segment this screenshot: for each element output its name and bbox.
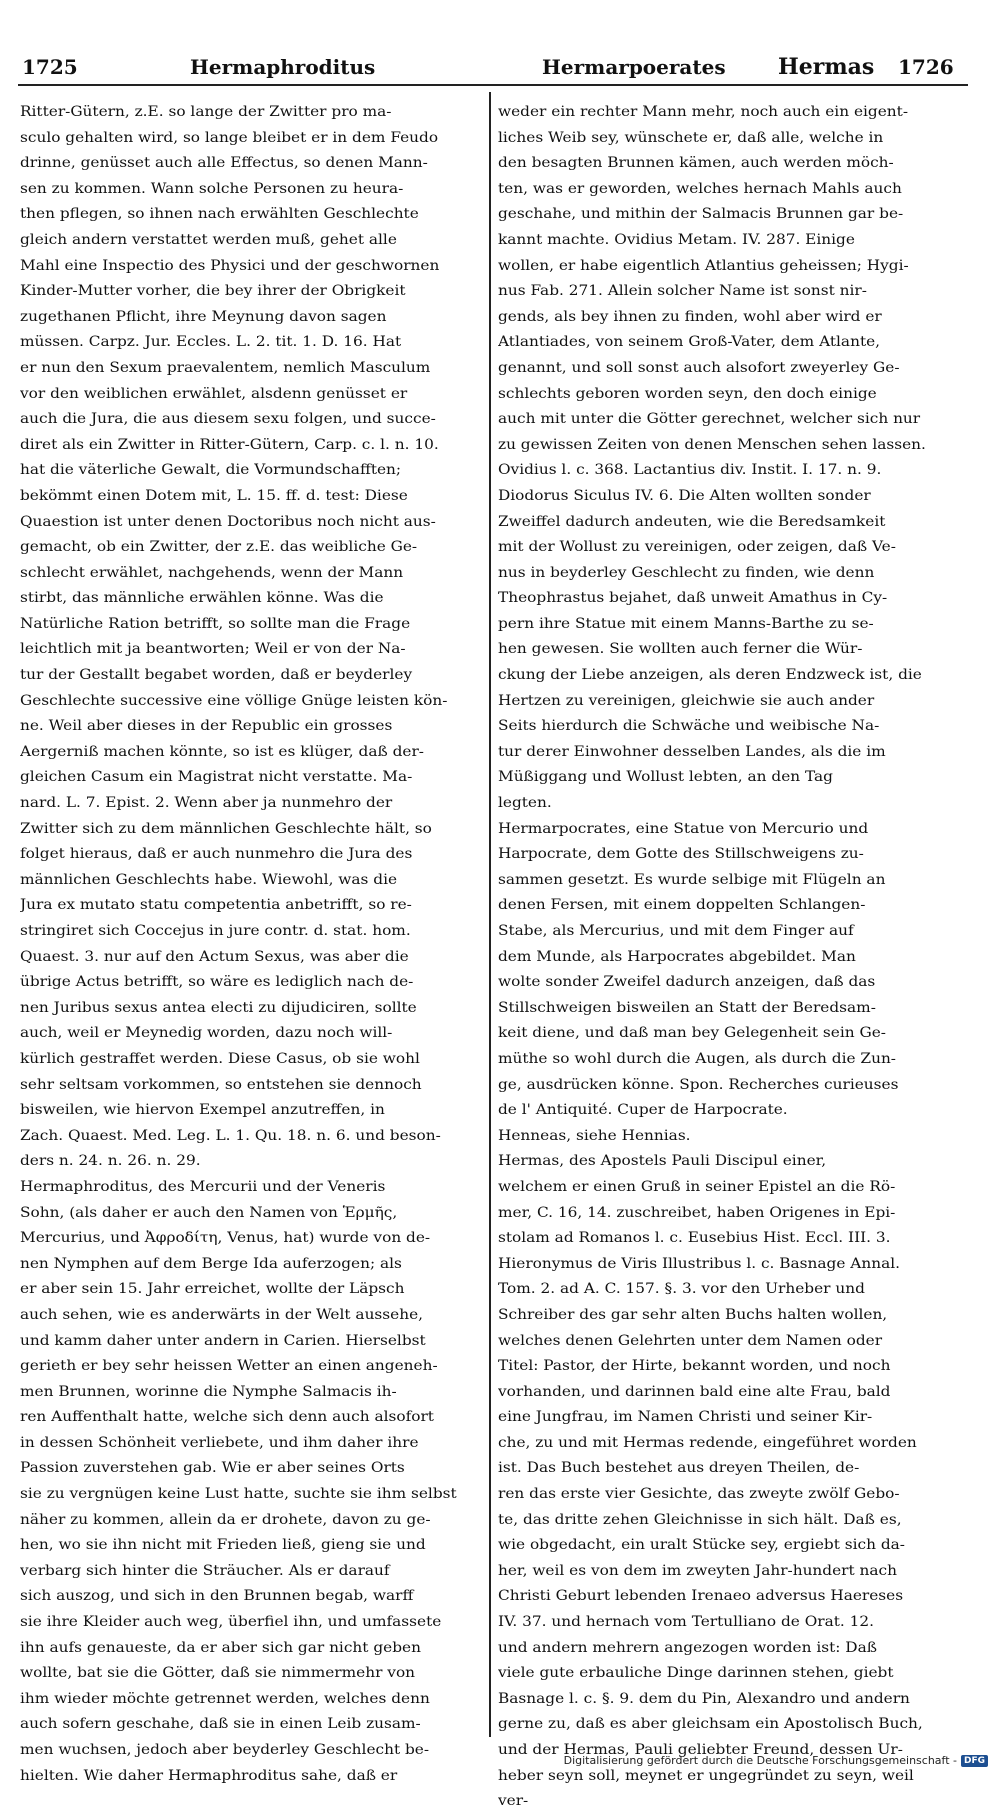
text-line: gemacht, ob ein Zwitter, der z.E. das weibliche Ge- <box>20 539 418 556</box>
text-line: mer, C. 16, 14. zuschreibet, haben Origenes in Epi- <box>498 1204 896 1221</box>
text-line: müssen. Carpz. Jur. Eccles. L. 2. tit. 1. D. 16. Hat <box>20 334 402 351</box>
text-line: Aergerniß machen könnte, so ist es klüger, daß der- <box>20 743 424 760</box>
text-line: men Brunnen, worinne die Nymphe Salmacis ih- <box>20 1383 397 1400</box>
text-line: wie obgedacht, ein uralt Stücke sey, ergiebt sich da- <box>498 1537 905 1554</box>
text-line: nus Fab. 271. Allein solcher Name ist sonst nir- <box>498 283 867 300</box>
dfg-logo: DFG <box>961 1755 988 1767</box>
text-line: Henneas, siehe Hennias. <box>498 1127 691 1144</box>
text-line: ist. Das Buch bestehet aus dreyen Theilen, de- <box>498 1460 860 1477</box>
text-line: Müßiggang und Wollust lebten, an den Tag <box>498 769 833 786</box>
text-line: zu gewissen Zeiten von denen Menschen sehen lassen. <box>498 436 926 453</box>
text-line: heber seyn soll, meynet er ungegründet zu seyn, weil <box>498 1767 914 1784</box>
text-line: ver- <box>498 1793 529 1810</box>
text-line: und kamm daher unter andern in Carien. Hierselbst <box>20 1332 426 1349</box>
text-line: hielten. Wie daher Hermaphroditus sahe, daß er <box>20 1767 398 1784</box>
footer-text: Digitalisierung gefördert durch die Deutsche Forschungsgemeinschaft - <box>563 1754 957 1767</box>
text-line: auch die Jura, die aus diesem sexu folgen, und succe- <box>20 411 436 428</box>
text-line: keit diene, und daß man bey Gelegenheit sein Ge- <box>498 1025 886 1042</box>
left-column <box>20 100 482 1789</box>
text-line: Theophrastus bejahet, daß unweit Amathus in Cy- <box>498 590 888 607</box>
text-line: auch sofern geschahe, daß sie in einen Leib zusam- <box>20 1716 421 1733</box>
text-line: auch sehen, wie es anderwärts in der Welt aussehe, <box>20 1306 424 1323</box>
text-line: hat die väterliche Gewalt, die Vormundschafften; <box>20 462 402 479</box>
text-line: vorhanden, und darinnen bald eine alte Frau, bald <box>498 1383 891 1400</box>
text-line: wollen, er habe eigentlich Atlantius geheissen; Hygi- <box>498 257 909 274</box>
text-line: männlichen Geschlechts habe. Wiewohl, was die <box>20 871 398 888</box>
text-line: müthe so wohl durch die Augen, als durch die Zun- <box>498 1050 896 1067</box>
text-line: er aber sein 15. Jahr erreichet, wollte der Läpsch <box>20 1281 405 1298</box>
text-line: stringiret sich Coccejus in jure contr. d. stat. hom. <box>20 923 411 939</box>
text-line: sen zu kommen. Wann solche Personen zu heura- <box>20 180 404 197</box>
text-line: Tom. 2. ad A. C. 157. §. 3. vor den Urheber und <box>498 1281 865 1298</box>
text-line: ihm wieder möchte getrennet werden, welches denn <box>20 1690 430 1707</box>
text-line: denen Fersen, mit einem doppelten Schlangen- <box>498 897 866 914</box>
text-line: vor den weiblichen erwählet, alsdenn genüsset er <box>20 385 408 402</box>
text-line: her, weil es von dem im zweyten Jahr-hundert nach <box>498 1562 897 1579</box>
text-line: Diodorus Siculus IV. 6. Die Alten wollten sonder <box>498 487 871 504</box>
text-line: kannt machte. Ovidius Metam. IV. 287. Einige <box>498 231 855 248</box>
text-line: näher zu kommen, allein da er drohete, davon zu ge- <box>20 1511 431 1528</box>
text-line: kürlich gestraffet werden. Diese Casus, ob sie wohl <box>20 1050 420 1067</box>
text-line: ne. Weil aber dieses in der Republic ein grosses <box>20 718 393 735</box>
text-line: folget hieraus, daß er auch nunmehro die Jura des <box>20 846 413 863</box>
text-line: Atlantiades, von seinem Groß-Vater, dem Atlante, <box>498 334 881 351</box>
text-line: wolte sonder Zweifel dadurch anzeigen, daß das <box>498 974 876 991</box>
text-line: bekömmt einen Dotem mit, L. 15. ff. d. test: Diese <box>20 487 408 504</box>
right-page-number: 1726 <box>898 55 954 79</box>
text-line: Zach. Quaest. Med. Leg. L. 1. Qu. 18. n. 6. und beson- <box>20 1127 441 1144</box>
text-line: Quaest. 3. nur auf den Actum Sexus, was aber die <box>20 948 409 965</box>
text-line: ckung der Liebe anzeigen, als deren Endzweck ist, die <box>498 667 922 684</box>
text-line: und der Hermas, Pauli geliebter Freund, dessen Ur- <box>498 1742 903 1758</box>
left-page-number: 1725 <box>22 55 78 79</box>
text-line: de l' Antiquité. Cuper de Harpocrate. <box>498 1102 788 1119</box>
text-line: Hermas, des Apostels Pauli Discipul einer, <box>498 1153 827 1170</box>
text-line: stolam ad Romanos l. c. Eusebius Hist. Eccl. III. 3. <box>498 1230 891 1247</box>
text-line: drinne, genüsset auch alle Effectus, so denen Mann- <box>20 155 428 172</box>
text-line: Zwitter sich zu dem männlichen Geschlechte hält, so <box>20 820 432 837</box>
text-line: schlecht erwählet, nachgehends, wenn der Mann <box>20 564 404 581</box>
text-line: Natürliche Ration betrifft, so sollte man die Frage <box>20 615 411 632</box>
text-line: ren Auffenthalt hatte, welche sich denn auch alsofort <box>20 1409 434 1426</box>
text-line: tur der Gestallt begabet worden, daß er beyderley <box>20 667 413 684</box>
text-line: Zweiffel dadurch andeuten, wie die Beredsamkeit <box>498 513 886 530</box>
text-line: pern ihre Statue mit einem Manns-Barthe zu se- <box>498 615 874 632</box>
text-line: sich auszog, und sich in den Brunnen begab, warff <box>20 1588 414 1605</box>
text-line: geschahe, und mithin der Salmacis Brunnen gar be- <box>498 206 904 223</box>
text-line: nard. L. 7. Epist. 2. Wenn aber ja nunmehro der <box>20 795 393 812</box>
text-line: Hermaphroditus, des Mercurii und der Veneris <box>20 1178 386 1195</box>
text-line: nus in beyderley Geschlecht zu finden, wie denn <box>498 564 875 581</box>
text-line: bisweilen, wie hiervon Exempel anzutreffen, in <box>20 1102 385 1119</box>
text-line: den besagten Brunnen kämen, auch werden möch- <box>498 155 894 172</box>
text-line: Stillschweigen bisweilen an Statt der Beredsam- <box>498 999 876 1016</box>
text-line: nen Nymphen auf dem Berge Ida auferzogen; als <box>20 1255 402 1272</box>
text-line: ren das erste vier Gesichte, das zweyte zwölf Gebo- <box>498 1486 900 1503</box>
text-line: und andern mehrern angezogen worden ist: Daß <box>498 1639 877 1656</box>
text-line: te, das dritte zehen Gleichnisse in sich hält. Daß es, <box>498 1511 902 1528</box>
text-line: schlechts geboren worden seyn, den doch einige <box>498 385 877 402</box>
text-line: sehr seltsam vorkommen, so entstehen sie dennoch <box>20 1076 422 1093</box>
text-line: welchem er einen Gruß in seiner Epistel an die Rö- <box>498 1178 896 1195</box>
text-line: auch mit unter die Götter gerechnet, welcher sich nur <box>498 411 921 428</box>
text-line: sculo gehalten wird, so lange bleibet er in dem Feudo <box>20 129 439 146</box>
text-line: sammen gesetzt. Es wurde selbige mit Flügeln an <box>498 871 886 888</box>
text-line: sie ihre Kleider auch weg, überfiel ihn, und umfassete <box>20 1614 442 1631</box>
text-line: liches Weib sey, wünschete er, daß alle, welche in <box>498 129 884 146</box>
column-divider <box>489 92 491 1737</box>
text-line: Ritter-Gütern, z.E. so lange der Zwitter pro ma- <box>20 104 392 120</box>
text-line: tur derer Einwohner desselben Landes, als die im <box>498 743 886 760</box>
text-line: IV. 37. und hernach vom Tertulliano de Orat. 12. <box>498 1614 874 1631</box>
header-rule <box>18 84 968 86</box>
text-line: gleichen Casum ein Magistrat nicht verstatte. Ma- <box>20 769 413 786</box>
text-line: nen Juribus sexus antea electi zu dijudiciren, sollte <box>20 999 417 1016</box>
text-line: Hertzen zu vereinigen, gleichwie sie auch ander <box>498 692 875 709</box>
text-line: hen gewesen. Sie wollten auch ferner die Wür- <box>498 641 863 658</box>
text-line: Hieronymus de Viris Illustribus l. c. Basnage Annal. <box>498 1255 901 1272</box>
text-line: hen, wo sie ihn nicht mit Frieden ließ, gieng sie und <box>20 1537 426 1554</box>
text-line: ge, ausdrücken könne. Spon. Recherches curieuses <box>498 1076 899 1093</box>
text-line: Geschlechte successive eine völlige Gnüge leisten kön- <box>20 692 448 709</box>
text-line: Seits hierdurch die Schwäche und weibische Na- <box>498 718 880 735</box>
text-line: Titel: Pastor, der Hirte, bekannt worden, und noch <box>498 1358 891 1375</box>
text-line: stirbt, das männliche erwählen könne. Was die <box>20 590 384 607</box>
text-line: weder ein rechter Mann mehr, noch auch ein eigent- <box>498 104 909 120</box>
text-line: Quaestion ist unter denen Doctoribus noch nicht aus- <box>20 513 436 530</box>
text-line: Sohn, (als daher er auch den Namen von Ἑρμῆς, <box>20 1204 398 1221</box>
text-line: Harpocrate, dem Gotte des Stillschweigens zu- <box>498 846 864 863</box>
text-line: übrige Actus betrifft, so wäre es lediglich nach de- <box>20 974 414 991</box>
text-line: viele gute erbauliche Dinge darinnen stehen, giebt <box>498 1665 894 1682</box>
text-line: Jura ex mutato statu competentia anbetrifft, so re- <box>20 897 412 914</box>
text-line: sie zu vergnügen keine Lust hatte, suchte sie ihm selbst <box>20 1486 457 1503</box>
text-line: zugethanen Pflicht, ihre Meynung davon sagen <box>20 308 387 325</box>
text-line: mit der Wollust zu vereinigen, oder zeigen, daß Ve- <box>498 539 896 556</box>
text-line: then pflegen, so ihnen nach erwählten Geschlechte <box>20 206 419 223</box>
right-header-keyword-2: Hermas <box>778 54 875 80</box>
text-line: wollte, bat sie die Götter, daß sie nimmermehr von <box>20 1665 416 1682</box>
text-line: verbarg sich hinter die Sträucher. Als er darauf <box>20 1562 390 1579</box>
text-line: eine Jungfrau, im Namen Christi und seiner Kir- <box>498 1409 873 1426</box>
text-line: ders n. 24. n. 26. n. 29. <box>20 1153 201 1170</box>
text-line: Stabe, als Mercurius, und mit dem Finger auf <box>498 923 854 939</box>
text-line: dem Munde, als Harpocrates abgebildet. Man <box>498 948 856 965</box>
text-line: Schreiber des gar sehr alten Buchs halten wollen, <box>498 1306 888 1323</box>
right-header-keyword: Hermarpoerates <box>542 55 726 79</box>
text-line: ten, was er geworden, welches hernach Mahls auch <box>498 180 902 197</box>
text-line: ihn aufs genaueste, da er aber sich gar nicht geben <box>20 1639 421 1656</box>
text-line: gerieth er bey sehr heissen Wetter an einen angeneh- <box>20 1358 438 1375</box>
text-line: er nun den Sexum praevalentem, nemlich Masculum <box>20 359 431 376</box>
text-line: legten. <box>498 795 552 812</box>
text-line: Christi Geburt lebenden Irenaeo adversus Haereses <box>498 1588 904 1605</box>
text-line: che, zu und mit Hermas redende, eingeführet worden <box>498 1434 917 1451</box>
text-line: leichtlich mit ja beantworten; Weil er von der Na- <box>20 641 406 658</box>
text-line: auch, weil er Meynedig worden, dazu noch will- <box>20 1025 393 1042</box>
text-line: Ovidius l. c. 368. Lactantius div. Instit. I. 17. n. 9. <box>498 462 882 479</box>
left-header-keyword: Hermaphroditus <box>190 55 376 79</box>
text-line: Basnage l. c. §. 9. dem du Pin, Alexandro und andern <box>498 1690 910 1707</box>
text-line: in dessen Schönheit verliebete, und ihm daher ihre <box>20 1434 419 1451</box>
text-line: Kinder-Mutter vorher, die bey ihrer der Obrigkeit <box>20 283 406 300</box>
digitization-footer <box>564 1754 988 1767</box>
text-line: men wuchsen, jedoch aber beyderley Geschlecht be- <box>20 1742 430 1758</box>
text-line: Passion zuverstehen gab. Wie er aber seines Orts <box>20 1460 405 1477</box>
text-line: Hermarpocrates, eine Statue von Mercurio und <box>498 820 869 837</box>
right-column <box>498 100 960 1815</box>
text-line: Mahl eine Inspectio des Physici und der geschwornen <box>20 257 440 274</box>
text-line: genannt, und soll sonst auch alsofort zweyerley Ge- <box>498 359 900 376</box>
text-line: diret als ein Zwitter in Ritter-Gütern, Carp. c. l. n. 10. <box>20 436 439 453</box>
text-line: gends, als bey ihnen zu finden, wohl aber wird er <box>498 308 882 325</box>
text-line: Mercurius, und Ἀφροδίτη, Venus, hat) wurde von de- <box>20 1230 431 1247</box>
text-line: welches denen Gelehrten unter dem Namen oder <box>498 1332 883 1349</box>
text-line: gerne zu, daß es aber gleichsam ein Apostolisch Buch, <box>498 1716 923 1733</box>
text-line: gleich andern verstattet werden muß, gehet alle <box>20 231 397 248</box>
